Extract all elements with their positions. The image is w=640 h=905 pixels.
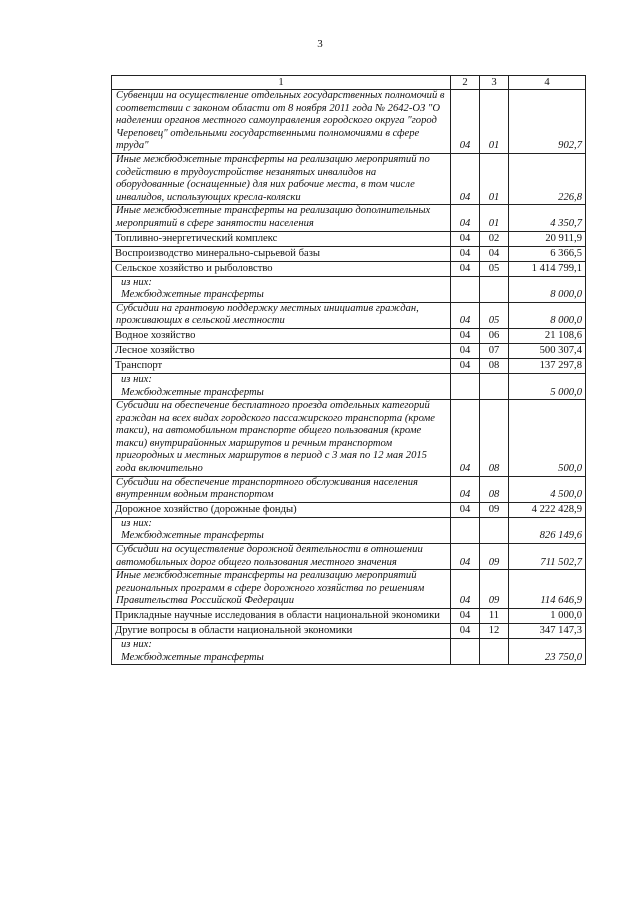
row-label: Другие вопросы в области национальной экономики	[112, 624, 451, 639]
table-row	[112, 476, 586, 502]
section-code: 04	[451, 328, 480, 343]
table-row	[112, 246, 586, 261]
amount: 137 297,8	[509, 358, 586, 373]
table-row	[112, 261, 586, 276]
amount: 5 000,0	[509, 373, 586, 399]
subsection-code: 09	[480, 570, 509, 609]
table-row	[112, 544, 586, 570]
section-code: 04	[451, 570, 480, 609]
amount: 500,0	[509, 400, 586, 477]
row-label: Лесное хозяйство	[112, 343, 451, 358]
section-code	[451, 276, 480, 302]
table-row	[112, 231, 586, 246]
section-code: 04	[451, 624, 480, 639]
subsection-code: 09	[480, 502, 509, 517]
row-label: Прикладные научные исследования в области национальной экономики	[112, 609, 451, 624]
subsection-code: 08	[480, 400, 509, 477]
subsection-code: 01	[480, 90, 509, 154]
table-row	[112, 400, 586, 477]
header-col-2: 2	[451, 76, 480, 90]
row-subheading: из них:	[121, 517, 152, 529]
section-code	[451, 517, 480, 543]
section-code: 04	[451, 502, 480, 517]
table-row	[112, 328, 586, 343]
amount: 8 000,0	[509, 302, 586, 328]
row-subheading: из них:	[121, 639, 152, 650]
subsection-code: 05	[480, 261, 509, 276]
row-label: Межбюджетные трансферты	[121, 289, 264, 301]
amount: 4 222 428,9	[509, 502, 586, 517]
table-row	[112, 276, 586, 302]
section-code: 04	[451, 358, 480, 373]
section-code: 04	[451, 343, 480, 358]
section-code: 04	[451, 544, 480, 570]
table-row	[112, 358, 586, 373]
page-number: 3	[317, 38, 323, 50]
section-code: 04	[451, 231, 480, 246]
table-row	[112, 205, 586, 231]
row-label: Водное хозяйство	[112, 328, 451, 343]
table-row	[112, 302, 586, 328]
subsection-code: 01	[480, 205, 509, 231]
subsection-code: 01	[480, 153, 509, 204]
table-row	[112, 373, 586, 399]
section-code	[451, 373, 480, 399]
section-code: 04	[451, 246, 480, 261]
header-col-4: 4	[509, 76, 586, 90]
row-label: Субсидии на осуществление дорожной деятельности в отношении автомобильных дорог общего пользования местного значения	[112, 544, 451, 570]
section-code: 04	[451, 261, 480, 276]
section-code: 04	[451, 476, 480, 502]
table-row	[112, 90, 586, 154]
row-label: Транспорт	[112, 358, 451, 373]
table-row	[112, 639, 586, 665]
table-row	[112, 570, 586, 609]
subsection-code: 04	[480, 246, 509, 261]
section-code: 04	[451, 153, 480, 204]
amount: 6 366,5	[509, 246, 586, 261]
row-label: Иные межбюджетные трансферты на реализацию мероприятий по содействию в трудоустройстве незанятых инвалидов на оборудованные (оснащенные) для них рабочие места, в том числе инвалидов, использующих кресла-коляски	[112, 153, 451, 204]
amount: 114 646,9	[509, 570, 586, 609]
section-code: 04	[451, 400, 480, 477]
subsection-code: 11	[480, 609, 509, 624]
amount: 21 108,6	[509, 328, 586, 343]
subsection-code: 05	[480, 302, 509, 328]
row-label-cell	[112, 276, 451, 302]
table-row	[112, 153, 586, 204]
section-code: 04	[451, 90, 480, 154]
subsection-code	[480, 639, 509, 665]
amount: 4 350,7	[509, 205, 586, 231]
subsection-code: 06	[480, 328, 509, 343]
row-label-cell	[112, 373, 451, 399]
row-label: Иные межбюджетные трансферты на реализацию мероприятий региональных программ в сфере дорожного хозяйства по решениям Правительства Российской Федерации	[112, 570, 451, 609]
amount: 8 000,0	[509, 276, 586, 302]
row-label: Межбюджетные трансферты	[121, 530, 264, 542]
subsection-code: 07	[480, 343, 509, 358]
amount: 226,8	[509, 153, 586, 204]
header-row	[112, 76, 586, 90]
subsection-code: 12	[480, 624, 509, 639]
row-label: Воспроизводство минерально-сырьевой базы	[112, 246, 451, 261]
table-row	[112, 343, 586, 358]
row-label-cell	[112, 639, 451, 665]
subsection-code: 08	[480, 476, 509, 502]
row-label: Субсидии на грантовую поддержку местных инициатив граждан, проживающих в сельской местности	[112, 302, 451, 328]
amount: 711 502,7	[509, 544, 586, 570]
header-col-3: 3	[480, 76, 509, 90]
amount: 826 149,6	[509, 517, 586, 543]
row-label: Дорожное хозяйство (дорожные фонды)	[112, 502, 451, 517]
row-label: Межбюджетные трансферты	[121, 651, 264, 663]
subsection-code	[480, 517, 509, 543]
row-label: Иные межбюджетные трансферты на реализацию дополнительных мероприятий в сфере занятости населения	[112, 205, 451, 231]
amount: 23 750,0	[509, 639, 586, 665]
row-label: Межбюджетные трансферты	[121, 386, 264, 398]
row-subheading: из них:	[121, 276, 152, 288]
table-row	[112, 517, 586, 543]
amount: 902,7	[509, 90, 586, 154]
section-code	[451, 639, 480, 665]
table-row	[112, 624, 586, 639]
amount: 4 500,0	[509, 476, 586, 502]
section-code: 04	[451, 205, 480, 231]
table-row	[112, 609, 586, 624]
amount: 500 307,4	[509, 343, 586, 358]
subsection-code	[480, 373, 509, 399]
amount: 1 000,0	[509, 609, 586, 624]
row-label: Топливно-энергетический комплекс	[112, 231, 451, 246]
subsection-code: 08	[480, 358, 509, 373]
amount: 1 414 799,1	[509, 261, 586, 276]
row-label: Субсидии на обеспечение бесплатного проезда отдельных категорий граждан на всех видах городского пассажирского транспорта (кроме такси), на автомобильном транспорте общего пользования (кроме такси) внутрирайонных маршрутов и речным транспортом пригородных и местных маршрутов в период с 3 мая по 12 мая 2015 года включительно	[112, 400, 451, 477]
row-label: Субсидии на обеспечение транспортного обслуживания населения внутренним водным транспортом	[112, 476, 451, 502]
section-code: 04	[451, 609, 480, 624]
table-row	[112, 502, 586, 517]
budget-table	[111, 75, 586, 665]
section-code: 04	[451, 302, 480, 328]
amount: 347 147,3	[509, 624, 586, 639]
row-label: Субвенции на осуществление отдельных государственных полномочий в соответствии с законом области от 8 ноября 2011 года № 2642-ОЗ "О наделении органов местного самоуправления городского округа "город Череповец" отдельными государственными полномочиями в сфере труда"	[112, 90, 451, 154]
row-label-cell	[112, 517, 451, 543]
row-subheading: из них:	[121, 373, 152, 385]
row-label: Сельское хозяйство и рыболовство	[112, 261, 451, 276]
subsection-code: 09	[480, 544, 509, 570]
amount: 20 911,9	[509, 231, 586, 246]
subsection-code: 02	[480, 231, 509, 246]
header-col-1: 1	[112, 76, 451, 90]
subsection-code	[480, 276, 509, 302]
